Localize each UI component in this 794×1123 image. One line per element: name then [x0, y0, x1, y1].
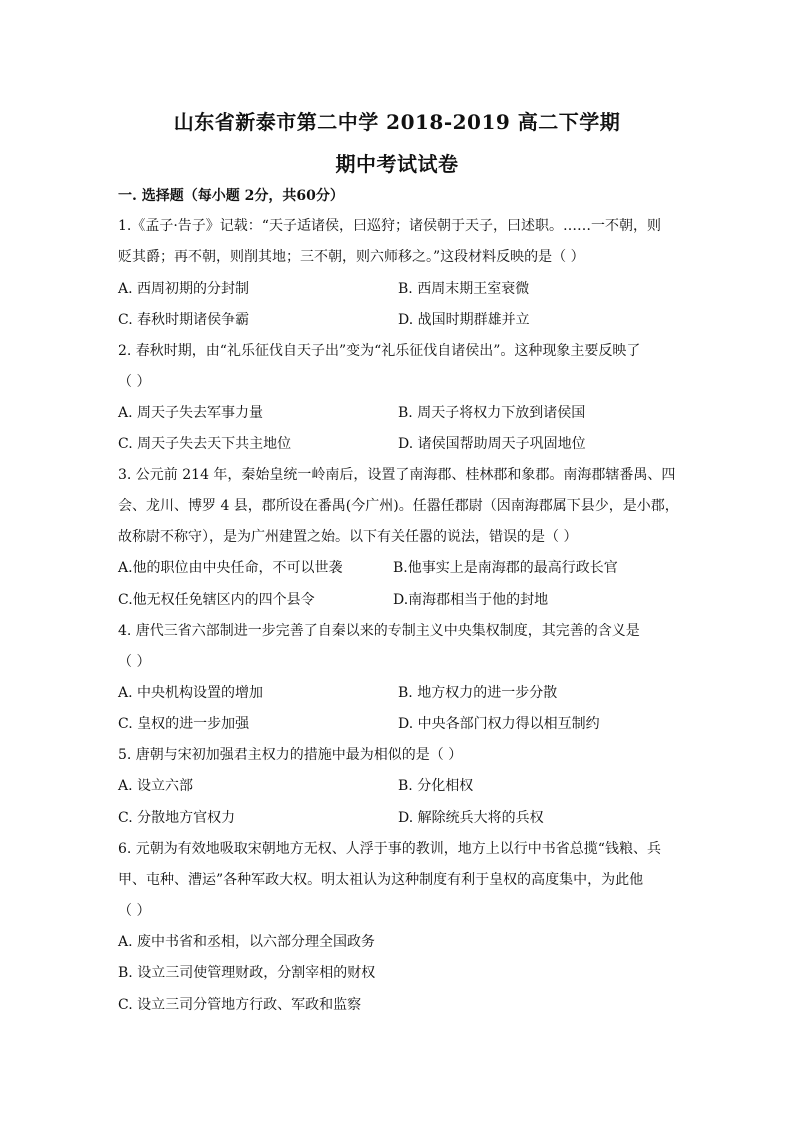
question-4-option-b: B. 地方权力的进一步分散	[398, 685, 558, 701]
question-6-line-1: 6. 元朝为有效地吸取宋朝地方无权、人浮于事的教训，地方上以行中书省总揽“钱粮、兵	[118, 841, 661, 857]
question-3-option-b: B.他事实上是南海郡的最高行政长官	[393, 560, 618, 576]
question-2-option-b: B. 周天子将权力下放到诸侯国	[398, 405, 586, 421]
question-6-line-3: （ ）	[118, 903, 151, 919]
question-4-line-2: （ ）	[118, 654, 151, 670]
question-3-line-3: 故称尉不称守），是为广州建置之始。以下有关任嚣的说法，错误的是（ ）	[118, 529, 578, 545]
question-3-option-c: C.他无权任免辖区内的四个县令	[118, 592, 315, 608]
question-1-line-2: 贬其爵；再不朝，则削其地；三不朝，则六师移之。”这段材料反映的是（ ）	[118, 249, 585, 265]
question-3-option-d: D.南海郡相当于他的封地	[393, 592, 549, 608]
question-2-option-a: A. 周天子失去军事力量	[118, 405, 264, 421]
section-heading: 一. 选择题（每小题 2分，共60分）	[118, 188, 344, 204]
question-2-option-c: C. 周天子失去天下共主地位	[118, 436, 292, 452]
question-1-option-c: C. 春秋时期诸侯争霸	[118, 312, 250, 328]
question-3-line-2: 会、龙川、博罗 4 县，郡所设在番禺(今广州)。任嚣任郡尉（因南海郡属下县少，是小郡，	[118, 498, 679, 514]
question-5-option-c: C. 分散地方官权力	[118, 810, 236, 826]
question-6-option-a: A. 废中书省和丞相，以六部分理全国政务	[118, 934, 376, 950]
question-5-option-d: D. 解除统兵大将的兵权	[398, 810, 544, 826]
question-6-option-b: B. 设立三司使管理财政，分割宰相的财权	[118, 965, 376, 981]
question-4-line-1: 4. 唐代三省六部制进一步完善了自秦以来的专制主义中央集权制度，其完善的含义是	[118, 623, 640, 639]
question-5-line-1: 5. 唐朝与宋初加强君主权力的措施中最为相似的是（ ）	[118, 747, 463, 763]
exam-title: 山东省新泰市第二中学 2018-2019 高二下学期	[173, 110, 621, 134]
question-1-option-a: A. 西周初期的分封制	[118, 281, 250, 297]
question-5-option-b: B. 分化相权	[398, 778, 474, 794]
question-3-line-1: 3. 公元前 214 年，秦始皇统一岭南后，设置了南海郡、桂林郡和象郡。南海郡辖番禺、四	[118, 467, 676, 483]
question-4-option-d: D. 中央各部门权力得以相互制约	[398, 716, 600, 732]
question-2-option-d: D. 诸侯国帮助周天子巩固地位	[398, 436, 586, 452]
question-1-option-b: B. 西周末期王室衰微	[398, 281, 530, 297]
question-1-option-d: D. 战国时期群雄并立	[398, 312, 530, 328]
question-1-line-1: 1.《孟子·告子》记载：“天子适诸侯，曰巡狩；诸侯朝于天子，曰述职。……一不朝，则	[118, 218, 661, 234]
question-2-line-1: 2. 春秋时期，由“礼乐征伐自天子出”变为“礼乐征伐自诸侯出”。这种现象主要反映了	[118, 343, 641, 359]
question-5-option-a: A. 设立六部	[118, 778, 194, 794]
exam-subtitle: 期中考试试卷	[335, 152, 459, 176]
question-2-line-2: （ ）	[118, 374, 151, 390]
question-3-option-a: A.他的职位由中央任命，不可以世袭	[118, 560, 343, 576]
question-4-option-a: A. 中央机构设置的增加	[118, 685, 264, 701]
question-4-option-c: C. 皇权的进一步加强	[118, 716, 250, 732]
question-6-line-2: 甲、屯种、漕运”各种军政大权。明太祖认为这种制度有利于皇权的高度集中，为此他	[118, 872, 644, 888]
question-6-option-c: C. 设立三司分管地方行政、军政和监察	[118, 997, 362, 1013]
